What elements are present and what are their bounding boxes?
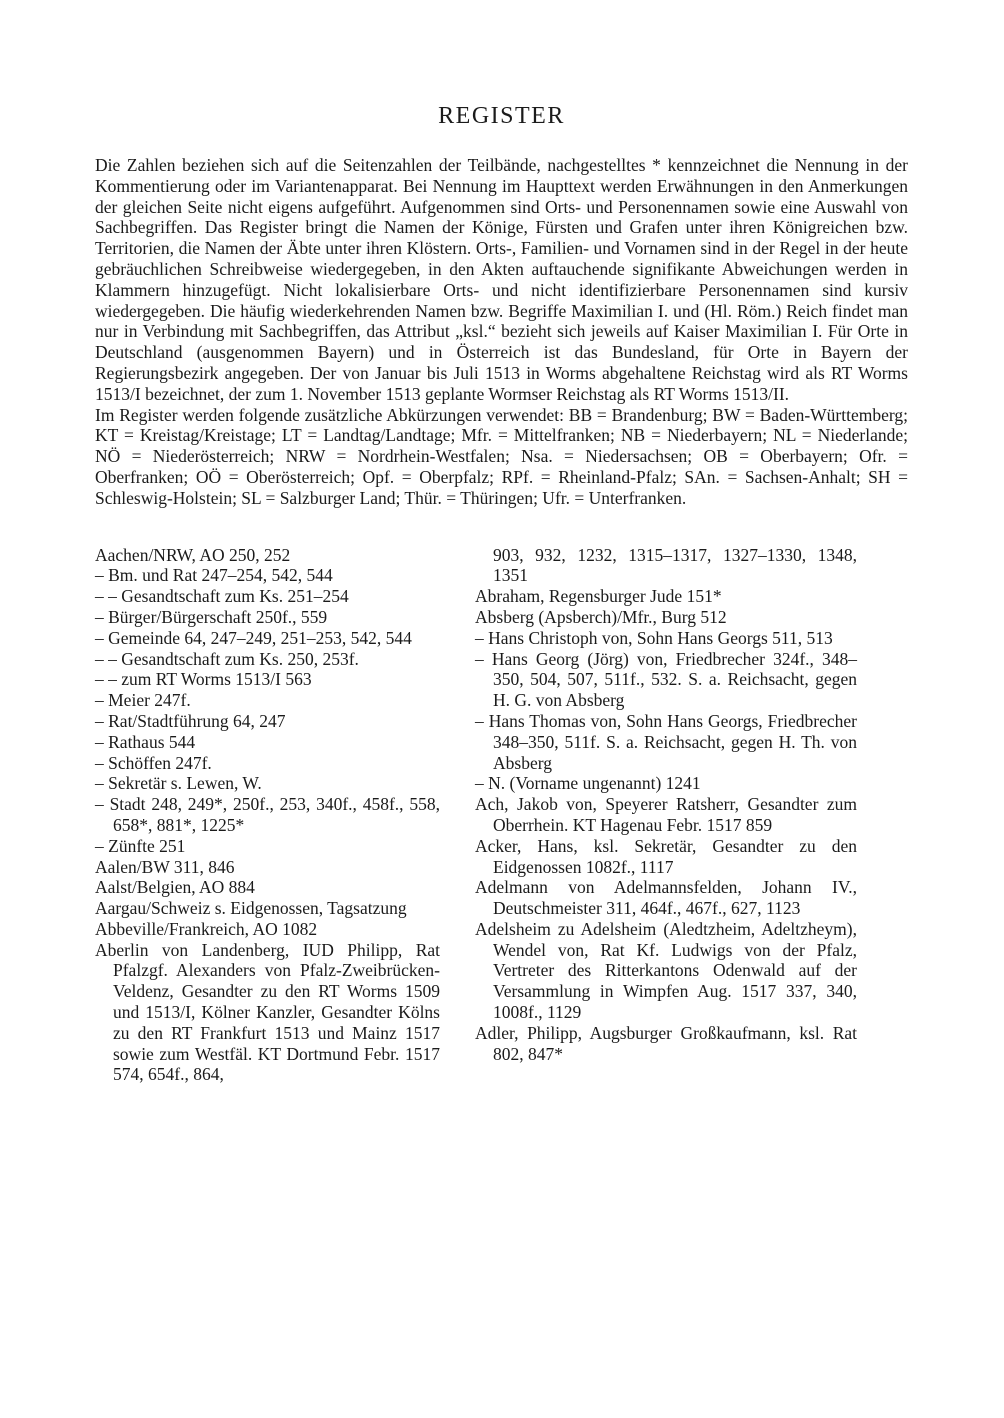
index-entry: Absberg (Apsberch)/Mfr., Burg 512 bbox=[475, 606, 727, 627]
index-entry: – Hans Thomas von, Sohn Hans Georgs, Friedbrecher 348–350, 511f. S. a. Reichsacht, gegen H. Th. von Absberg bbox=[475, 710, 857, 773]
index-entry: – – zum RT Worms 1513/I 563 bbox=[95, 669, 312, 690]
index-column-left bbox=[95, 545, 440, 1086]
index-entry: Adelmann von Adelmannsfelden, Johann IV., Deutschmeister 311, 464f., 467f., 627, 1123 bbox=[475, 877, 857, 919]
index-entry: – Rathaus 544 bbox=[95, 731, 196, 752]
index-entry: Aalst/Belgien, AO 884 bbox=[95, 877, 255, 898]
index-entry: Aalen/BW 311, 846 bbox=[95, 856, 235, 877]
index-entry: Adler, Philipp, Augsburger Großkaufmann, ksl. Rat 802, 847* bbox=[475, 1022, 857, 1064]
index-entry: Aberlin von Landenberg, IUD Philipp, Rat Pfalzgf. Alexanders von Pfalz-Zweibrücken-Veldenz, Gesandter zu den RT Worms 1509 und 1513/I, Kölner Kanzler, Gesandter Kölns zu den RT Frankfurt 1513 und Mainz 1517 sowie zum Westfäl. KT Dortmund Febr. 1517 574, 654f., 864, bbox=[95, 939, 440, 1085]
index-entry-continuation: 903, 932, 1232, 1315–1317, 1327–1330, 1348, 1351 bbox=[493, 544, 857, 586]
index-entry: – – Gesandtschaft zum Ks. 251–254 bbox=[95, 586, 349, 607]
index-entry: – Hans Georg (Jörg) von, Friedbrecher 324f., 348–350, 504, 507, 511f., 532. S. a. Reichsacht, gegen H. G. von Absberg bbox=[475, 648, 857, 711]
index-entry: – Hans Christoph von, Sohn Hans Georgs 511, 513 bbox=[475, 627, 833, 648]
index-entry: Adelsheim zu Adelsheim (Aledtzheim, Adeltzheym), Wendel von, Rat Kf. Ludwigs von der Pfalz, Vertreter des Ritterkantons Odenwald auf der Versammlung in Wimpfen Aug. 1517 337, 340, 1008f., 1129 bbox=[475, 918, 857, 1023]
index-entry: – Sekretär s. Lewen, W. bbox=[95, 773, 262, 794]
index-entry: Abbeville/Frankreich, AO 1082 bbox=[95, 918, 318, 939]
page-title: REGISTER bbox=[438, 103, 565, 129]
index-entry: – Bm. und Rat 247–254, 542, 544 bbox=[95, 565, 333, 586]
index-entry: Acker, Hans, ksl. Sekretär, Gesandter zu den Eidgenossen 1082f., 1117 bbox=[475, 835, 857, 877]
intro-paragraph: Die Zahlen beziehen sich auf die Seitenzahlen der Teilbände, nachgestelltes * kennzeichnet die Nennung in der Kommentierung oder im Variantenapparat. Bei Nennung im Haupttext werden Erwähnungen in den Anmerkungen der gleichen Seite nicht eigens aufgeführt. Aufgenommen sind Orts- und Personennamen sowie eine Auswahl von Sachbegriffen. Das Register bringt die Namen der Könige, Fürsten und Grafen unter ihren Königreichen bzw. Territorien, die Namen der Äbte unter ihren Klöstern. Orts-, Familien- und Vornamen sind in der Regel in der heute gebräuchlichen Schreibweise wiedergegeben, in den Akten auftauchende signifikante Abweichungen werden in Klammern hinzugefügt. Nicht lokalisierbare Orts- und nicht identifizierbare Personennamen sind kursiv wiedergegeben. Die häufig wiederkehrenden Namen bzw. Begriffe Maximilian I. und (Hl. Röm.) Reich findet man nur in Verbindung mit Sachbegriffen, das Attribut „ksl.“ bezieht sich jeweils auf Kaiser Maximilian I. Für Orte in Deutschland (ausgenommen Bayern) und in Österreich ist das Bundesland, für Orte in Bayern der Regierungsbezirk angegeben. Der von Januar bis Juli 1513 in Worms abgehaltene Reichstag wird als RT Worms 1513/I bezeichnet, der zum 1. November 1513 geplante Wormser Reichstag als RT Worms 1513/II. bbox=[95, 155, 908, 404]
index-entry: – Meier 247f. bbox=[95, 690, 191, 711]
index-entry: Ach, Jakob von, Speyerer Ratsherr, Gesandter zum Oberrhein. KT Hagenau Febr. 1517 859 bbox=[475, 794, 857, 835]
index-entry: – Gemeinde 64, 247–249, 251–253, 542, 544 bbox=[95, 627, 412, 648]
index-entry: Abraham, Regensburger Jude 151* bbox=[475, 586, 722, 607]
index-entry: – – Gesandtschaft zum Ks. 250, 253f. bbox=[95, 648, 359, 669]
index-entry: – Zünfte 251 bbox=[95, 835, 186, 856]
index-entry: Aargau/Schweiz s. Eidgenossen, Tagsatzung bbox=[95, 898, 407, 919]
index-entry: – Bürger/Bürgerschaft 250f., 559 bbox=[95, 606, 328, 627]
index-entry: – Schöffen 247f. bbox=[95, 752, 212, 773]
register-index bbox=[95, 545, 908, 1086]
index-entry: – Stadt 248, 249*, 250f., 253, 340f., 458f., 558, 658*, 881*, 1225* bbox=[95, 794, 440, 835]
index-entry: – N. (Vorname ungenannt) 1241 bbox=[475, 773, 701, 794]
index-column-right bbox=[475, 545, 857, 1086]
index-entry: Aachen/NRW, AO 250, 252 bbox=[95, 544, 291, 565]
index-entry: – Rat/Stadtführung 64, 247 bbox=[95, 710, 286, 731]
abbreviations-paragraph: Im Register werden folgende zusätzliche Abkürzungen verwendet: BB = Brandenburg; BW = Baden-Württemberg; KT = Kreistag/Kreistage; LT = Landtag/Landtage; Mfr. = Mittelfranken; NB = Niederbayern; NL = Niederlande; NÖ = Niederösterreich; NRW = Nordrhein-Westfalen; Nsa. = Niedersachsen; OB = Oberbayern; Ofr. = Oberfranken; OÖ = Oberösterreich; Opf. = Oberpfalz; RPf. = Rheinland-Pfalz; SAn. = Sachsen-Anhalt; SH = Schleswig-Holstein; SL = Salzburger Land; Thür. = Thüringen; Ufr. = Unterfranken. bbox=[95, 404, 908, 508]
